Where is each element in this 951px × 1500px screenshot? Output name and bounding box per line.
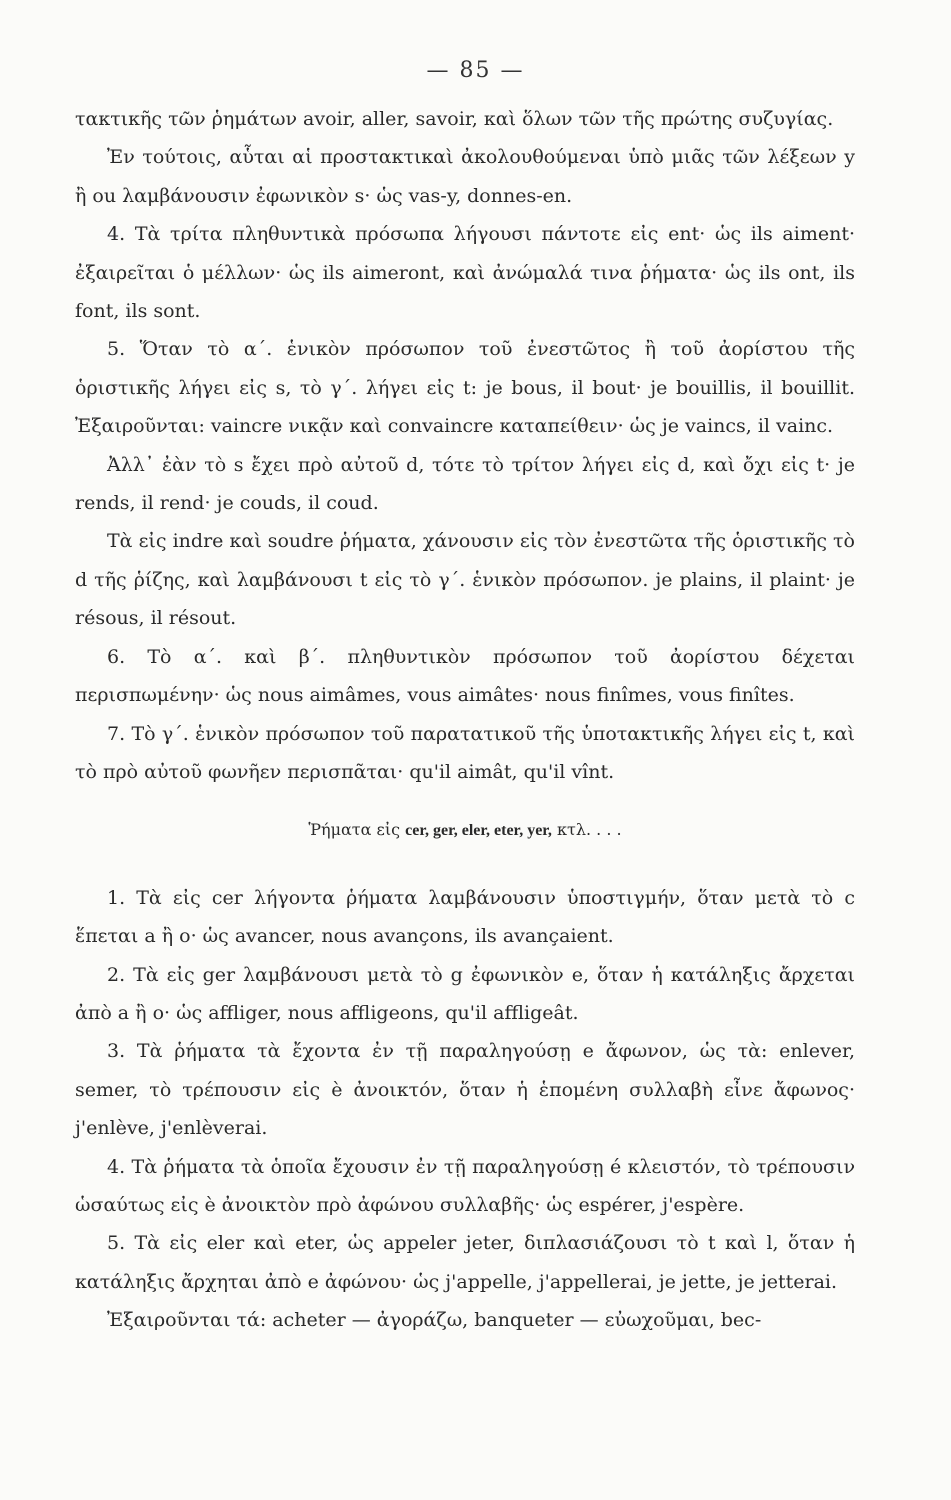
paragraph: 4. Τὰ τρίτα πληθυντικὰ πρόσωπα λήγουσι πάντοτε εἰς ent· ὡς ils aiment· ἐξαιρεῖται ὁ μέλλων· ὡς ils aimeront, καὶ ἀνώμαλά τινα ῥήματα· ὡς ils ont, ils font, ils sont. [75,223,855,323]
paragraph: Τὰ εἰς indre καὶ soudre ῥήματα, χάνουσιν εἰς τὸν ἐνεστῶτα τῆς ὁριστικῆς τὸ d τῆς ῥίζης, καὶ λαμβάνουσι t εἰς τὸ γ΄. ἑνικὸν πρόσωπον. je plains, il plaint· je résous, il résout. [75,530,855,630]
paragraph: 7. Τὸ γ΄. ἑνικὸν πρόσωπον τοῦ παρατατικοῦ τῆς ὑποτακτικῆς λήγει εἰς t, καὶ τὸ πρὸ αὐτοῦ φωνῆεν περισπᾶται· qu'il aimât, qu'il vînt. [75,722,855,783]
paragraph: 5. Ὅταν τὸ α΄. ἑνικὸν πρόσωπον τοῦ ἐνεστῶτος ἢ τοῦ ἀορίστου τῆς ὁριστικῆς λήγει εἰς s, τὸ γ΄. λήγει εἰς t: je bous, il bout· je bouillis, il bouillit. Ἐξαιροῦνται: vaincre νικᾷν καὶ convaincre καταπείθειν· ὡς je vaincs, il vainc. [75,338,855,438]
paragraph: 5. Τὰ εἰς eler καὶ eter, ὡς appeler jeter, διπλασιάζουσι τὸ t καὶ l, ὅταν ἡ κατάληξις ἄρχηται ἀπὸ e ἀφώνου· ὡς j'appelle, j'appellerai, je jette, je jetterai. [75,1232,855,1293]
section-heading [75,791,855,878]
paragraph: τακτικῆς τῶν ῥημάτων avoir, aller, savoir, καὶ ὅλων τῶν τῆς πρώτης συζυγίας. [75,108,834,130]
paragraph: 1. Τὰ εἰς cer λήγοντα ῥήματα λαμβάνουσιν ὑποστιγμήν, ὅταν μετὰ τὸ c ἕπεται a ἢ o· ὡς avancer, nous avançons, ils avançaient. [75,886,855,948]
page-number: — 85 — [426,58,525,83]
paragraph: 2. Τὰ εἰς ger λαμβάνουσι μετὰ τὸ g ἐφωνικὸν e, ὅταν ἡ κατάληξις ἄρχεται ἀπὸ a ἢ o· ὡς affliger, nous affligeons, qu'il affligeât. [75,963,855,1024]
paragraph: 4. Τὰ ῥήματα τὰ ὁποῖα ἔχουσιν ἐν τῇ παραληγούσῃ é κλειστόν, τὸ τρέπουσιν ὡσαύτως εἰς è ἀνοικτὸν πρὸ ἀφώνου συλλαβῆς· ὡς espérer, j'espère. [75,1155,855,1216]
paragraph: Ἐν τούτοις, αὗται αἱ προστακτικαὶ ἀκολουθούμεναι ὑπὸ μιᾶς τῶν λέξεων y ἢ ou λαμβάνουσιν ἐφωνικὸν s· ὡς vas-y, donnes-en. [75,146,855,207]
heading-bold: cer, ger, eler, eter, yer, [405,822,552,840]
paragraph: 6. Τὸ α΄. καὶ β΄. πληθυντικὸν πρόσωπον τοῦ ἀορίστου δέχεται περισπωμένην· ὡς nous aimâmes, vous aimâtes· nous finîmes, vous finîtes. [75,645,855,707]
paragraph: Ἐξαιροῦνται τά: acheter — ἀγοράζω, banqueter — εὐωχοῦμαι, bec- [107,1309,762,1332]
heading-suffix: κτλ. . . . [557,820,622,840]
paragraph: 3. Τὰ ῥήματα τὰ ἔχοντα ἐν τῇ παραληγούσῃ e ἄφωνον, ὡς τὰ: enlever, semer, τὸ τρέπουσιν εἰς è ἀνοικτόν, ὅταν ἡ ἑπομένη συλλαβὴ εἶνε ἄφωνος· j'enlève, j'enlèverai. [75,1040,855,1140]
heading-prefix: Ῥήματα εἰς [308,820,401,840]
paragraph: Ἀλλ᾽ ἐὰν τὸ s ἔχει πρὸ αὐτοῦ d, τότε τὸ τρίτον λήγει εἰς d, καὶ ὄχι εἰς t· je rends, il rend· je couds, il coud. [75,453,855,515]
body-text [75,100,855,1340]
